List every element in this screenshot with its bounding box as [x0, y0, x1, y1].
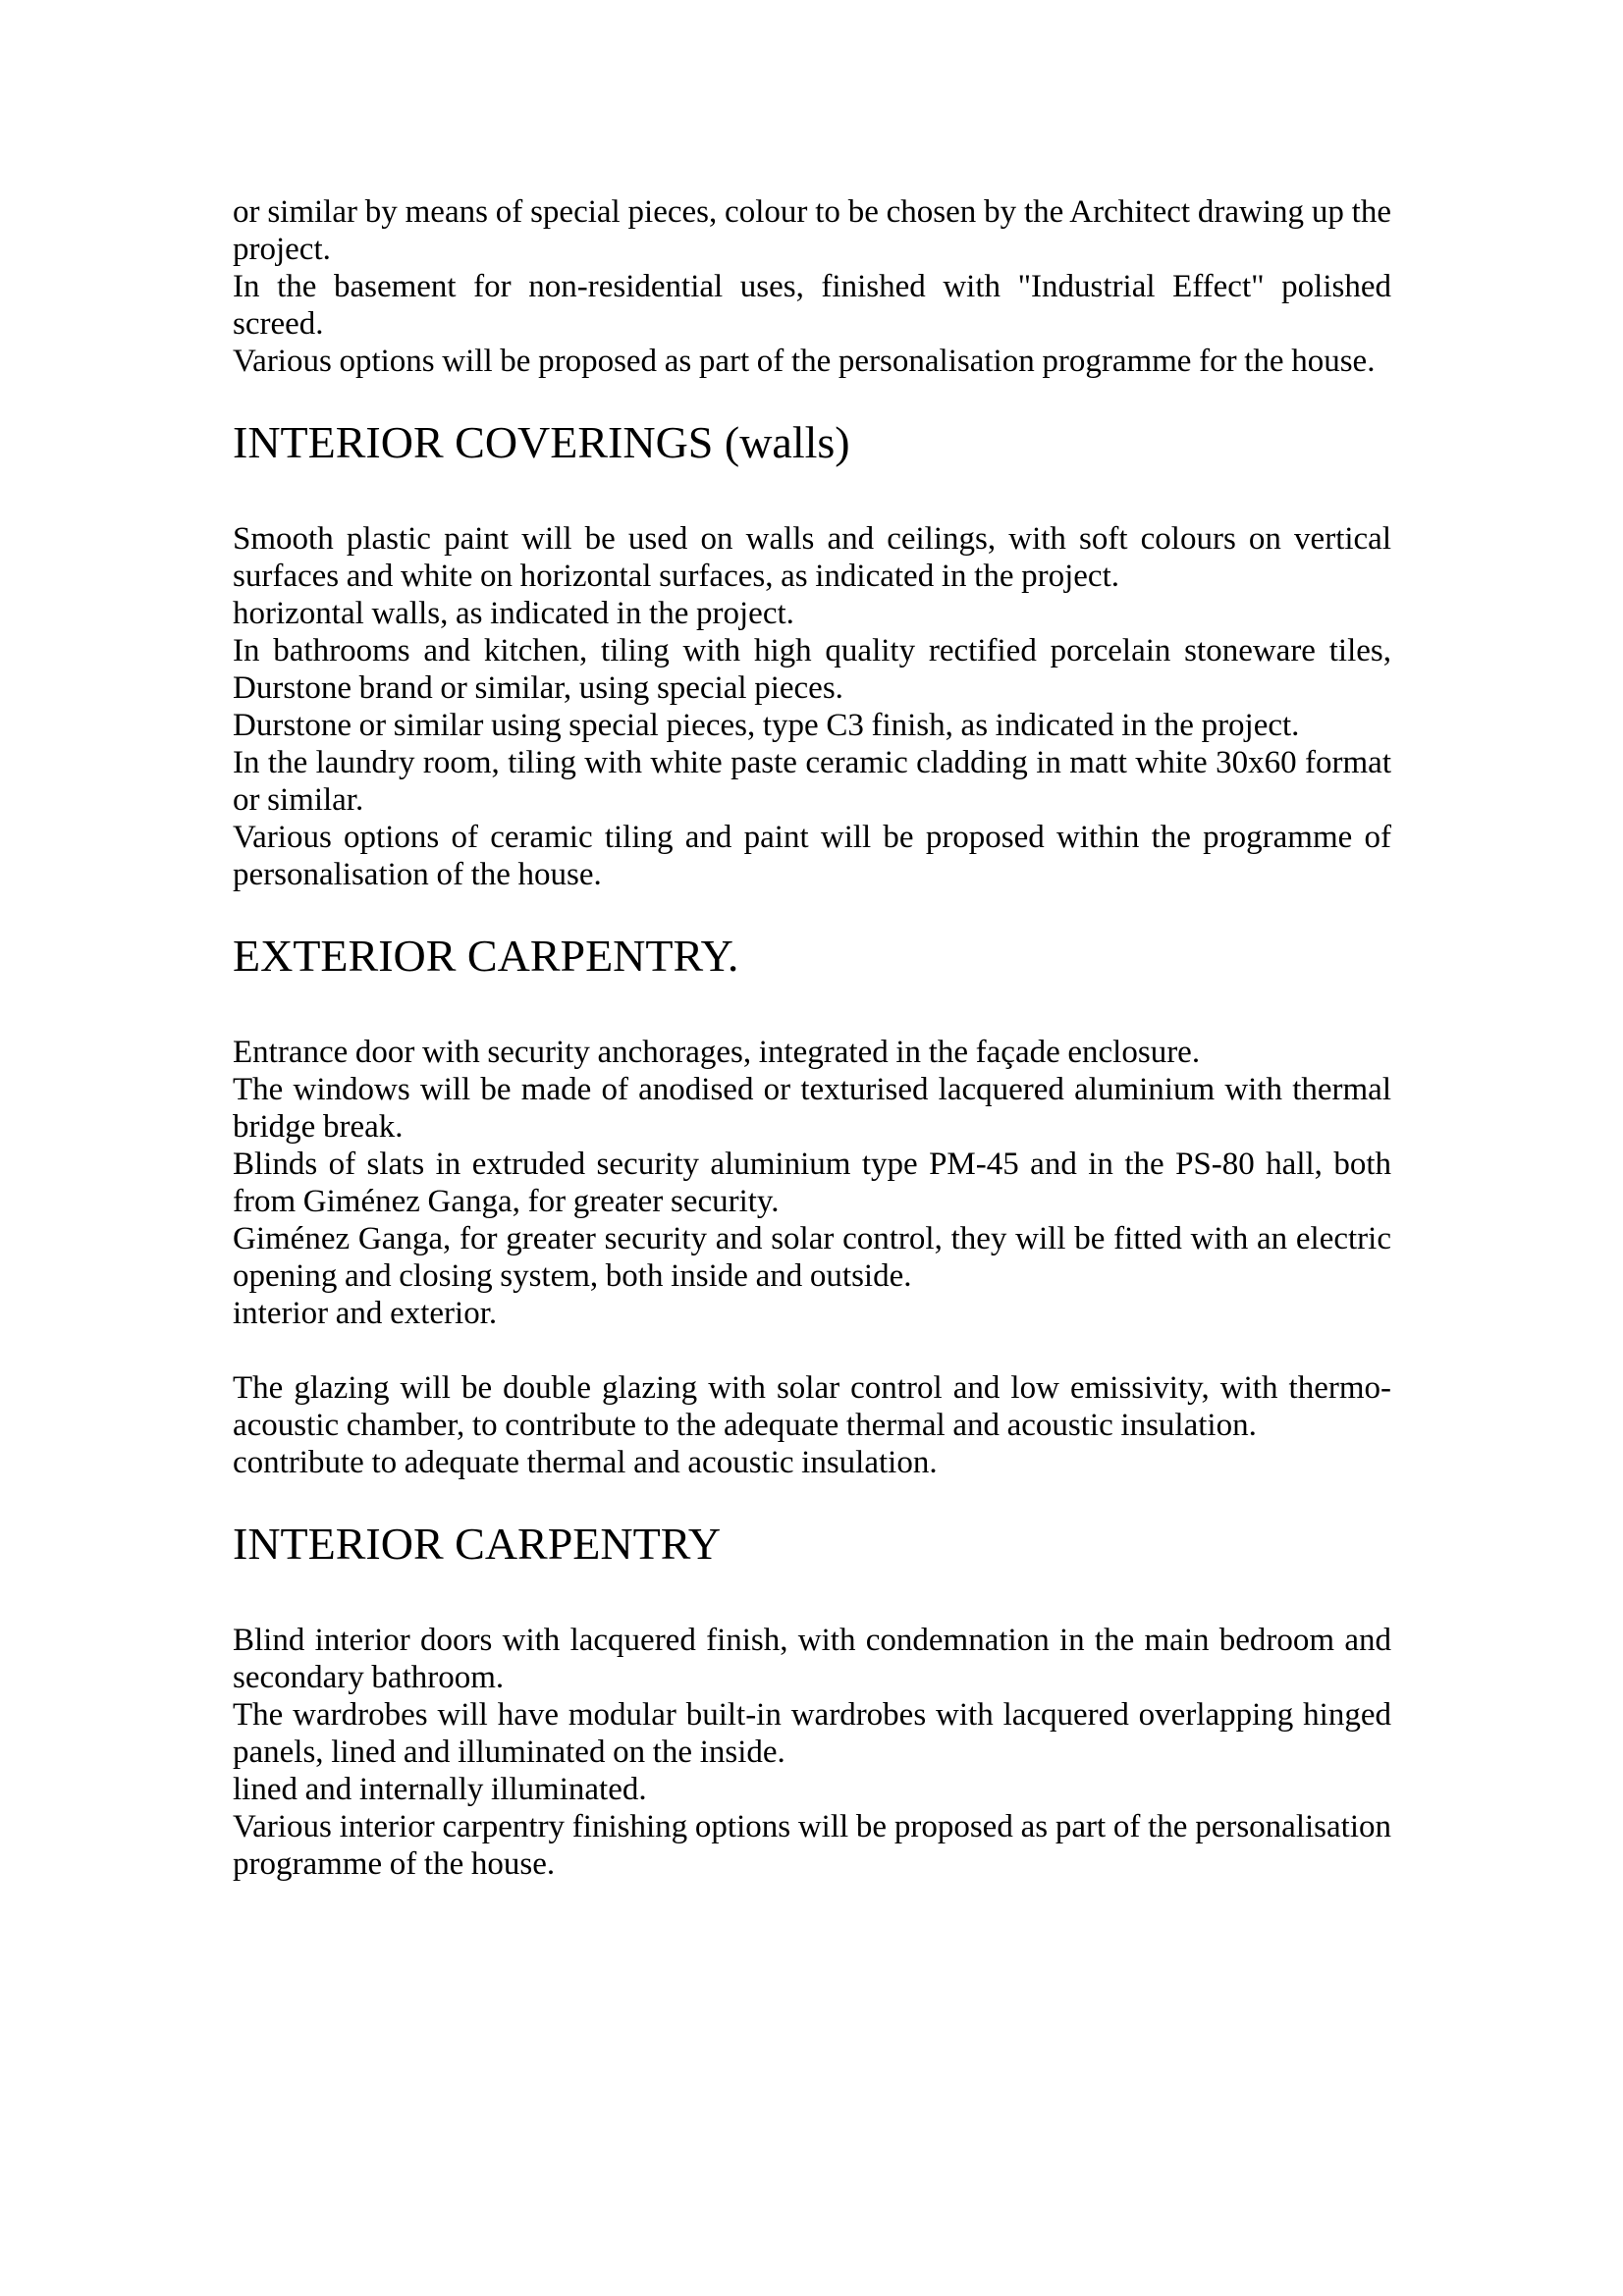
paragraph: The wardrobes will have modular built-in wardrobes with lacquered overlapping hinged panels, lined and illuminated on the inside.: [233, 1697, 1391, 1770]
section-heading-interior-carpentry: INTERIOR CARPENTRY: [233, 1519, 722, 1569]
paragraph: Giménez Ganga, for greater security and solar control, they will be fitted with an electric opening and closing system, both inside and outside.: [233, 1221, 1391, 1294]
paragraph: Various options of ceramic tiling and paint will be proposed within the programme of personalisation of the house.: [233, 820, 1391, 892]
section-heading-interior-coverings: INTERIOR COVERINGS (walls): [233, 417, 850, 467]
paragraph: In the basement for non-residential uses, finished with "Industrial Effect" polished screed.: [233, 269, 1391, 342]
paragraph: Various interior carpentry finishing options will be proposed as part of the personalisation programme of the house.: [233, 1809, 1391, 1882]
document-text-column: [233, 193, 1391, 1883]
paragraph: contribute to adequate thermal and acoustic insulation.: [233, 1445, 938, 1480]
paragraph: Various options will be proposed as part of the personalisation programme for the house.: [233, 344, 1376, 379]
paragraph: Durstone or similar using special pieces, type C3 finish, as indicated in the project.: [233, 708, 1300, 743]
paragraph: horizontal walls, as indicated in the project.: [233, 596, 794, 631]
paragraph: Entrance door with security anchorages, integrated in the façade enclosure.: [233, 1035, 1201, 1070]
paragraph: Blind interior doors with lacquered finish, with condemnation in the main bedroom and secondary bathroom.: [233, 1623, 1391, 1695]
paragraph: or similar by means of special pieces, colour to be chosen by the Architect drawing up the project.: [233, 194, 1391, 267]
paragraph: interior and exterior.: [233, 1296, 498, 1331]
paragraph: The windows will be made of anodised or texturised lacquered aluminium with thermal bridge break.: [233, 1072, 1391, 1145]
paragraph: In bathrooms and kitchen, tiling with high quality rectified porcelain stoneware tiles, Durstone brand or similar, using special pieces.: [233, 633, 1391, 706]
paragraph: Smooth plastic paint will be used on walls and ceilings, with soft colours on vertical surfaces and white on horizontal surfaces, as indicated in the project.: [233, 521, 1391, 594]
paragraph: In the laundry room, tiling with white paste ceramic cladding in matt white 30x60 format or similar.: [233, 745, 1391, 818]
blank-line: [233, 1332, 1391, 1369]
paragraph: lined and internally illuminated.: [233, 1772, 647, 1807]
paragraph: Blinds of slats in extruded security aluminium type PM-45 and in the PS-80 hall, both from Giménez Ganga, for greater security.: [233, 1147, 1391, 1219]
paragraph: The glazing will be double glazing with solar control and low emissivity, with thermo-acoustic chamber, to contribute to the adequate thermal and acoustic insulation.: [233, 1370, 1391, 1443]
section-heading-exterior-carpentry: EXTERIOR CARPENTRY.: [233, 931, 739, 981]
